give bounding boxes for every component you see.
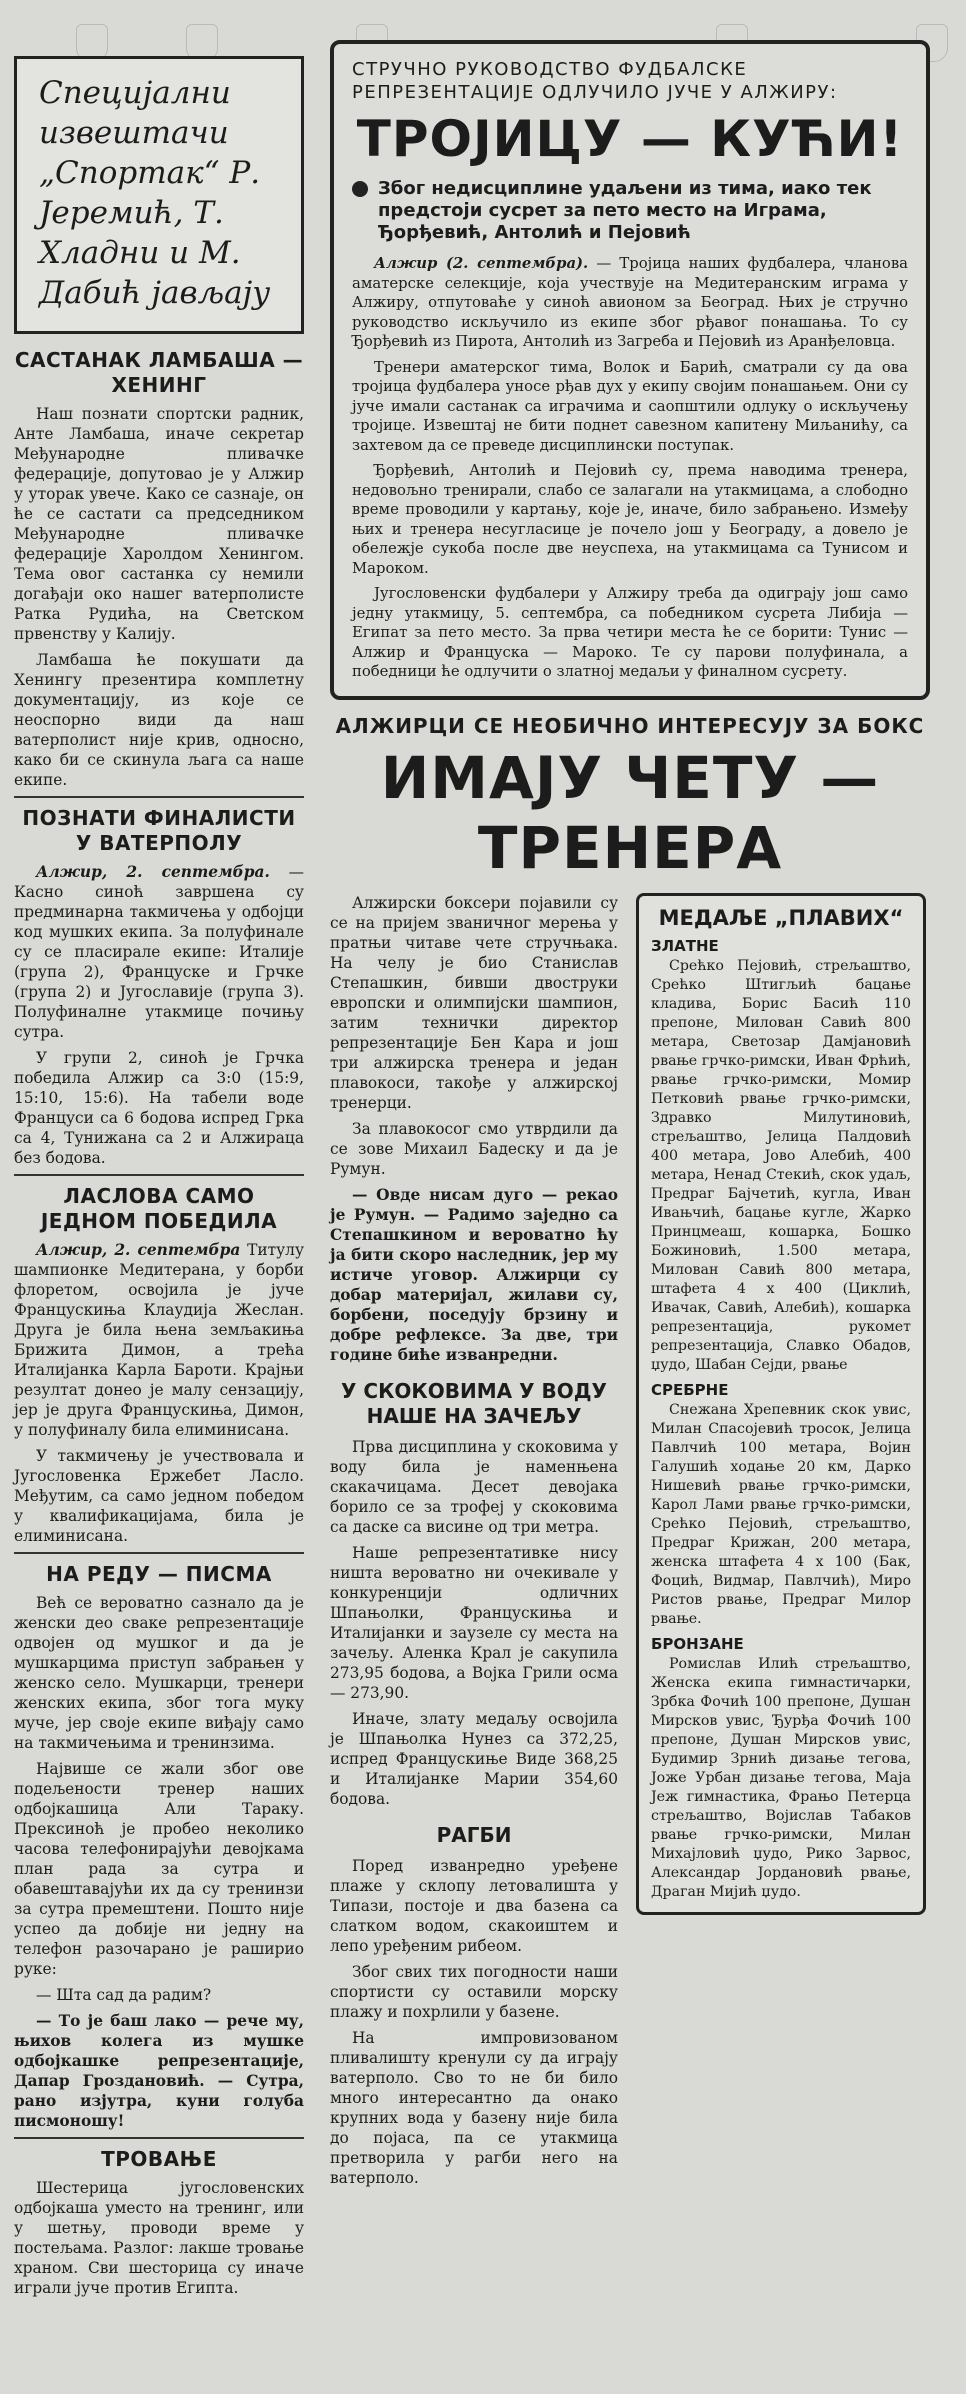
article-paragraph: Ђорђевић, Антолић и Пејовић су, према наводима тренера, недовољно тренирали, слабо се залагали на утакмицама, а слободно време проводили у картању, које је, иначе, било забрањено. Између њих и тренера несугласице је почело још у Београду, а довело је обележје сукоба после две неуспеха, на утакмицама са Тунисом и Мароком. [352, 462, 908, 577]
article-paragraph [352, 254, 908, 352]
correspondents-box: Специјални извештачи „Спортак“ Р. Јеремић, Т. Хладни и М. Дабић јављају [14, 56, 304, 334]
football-kicker: СТРУЧНО РУКОВОДСТВО ФУДБАЛСКЕ РЕПРЕЗЕНТАЦИЈЕ ОДЛУЧИЛО ЈУЧЕ У АЛЖИРУ: [352, 59, 838, 103]
left-column [14, 56, 304, 2304]
divider [14, 1552, 304, 1554]
medals-box [636, 893, 926, 1915]
article-paragraph: Тренери аматерског тима, Волок и Барић, сматрали су да ова тројица фудбалера уносе рђав дух у екипу својим понашањем. Они су јуче имали састанак са играчима и саопштили одлуку о искључењу тројице. Извештај не бити поднет савезном капитену Миљанићу, са захтевом да се преведе дисциплински поступак. [352, 358, 908, 454]
gold-medals-list: Срећко Пејовић, стрељаштво, Срећко Штигљић бацање кладива, Борис Басић 110 препоне, Милован Савић 800 метара, Светозар Дамјановић рвање грчко-римски, Иван Фрћић, рвање грчко-римски, Момир Петковић рвање грчко-римски, Здравко Милутиновић, стрељаштво, Јелица Палдовић 400 метара, Јово Алебић, 400 метара, Ненад Стекић, скок удаљ, Предраг Бајчетић, кугла, Иван Ивањчић, бацање кугле, Жарко Принцмеаш, кошарка, Бошко Божиновић, 1.500 метара, Милован Савић 800 метара, штафета 4 x 400 (Циклић, Ивачак, Савић, Алебић), кошарка репрезентација, рукомет репрезентација, Славко Обадов, џудо, Шабан Сејди, рвање [651, 957, 911, 1373]
divider [14, 796, 304, 798]
gold-label: ЗЛАТНЕ [651, 936, 719, 955]
article-paragraph: — Овде нисам дуго — рекао је Румун. — Радимо заједно са Степашкином и вероватно ћу ја бити скоро наследник, јер му истиче уговор. Алжирци су добар материјал, жилави су, борбени, поседују брзину и добре рефлексе. За две, три године биће изванредни. [330, 1185, 618, 1364]
medals-title: МЕДАЉЕ „ПЛАВИХ“ [658, 905, 904, 930]
right-column [330, 40, 930, 2303]
boxing-headline: ИМАЈУ ЧЕТУ — ТРЕНЕРА [380, 743, 880, 882]
article-paragraph: Највише се жали због ове подељености тренер наших одбојкашица Али Тараку. Прексиноћ је пробео неколико часова телефонирајући девојкама план рада за сутра и обавештавајући их да су тренинзи за сутра премештени. Пошто није успео да добије ни једну на телефон разочарано је раширио руке: [14, 1760, 304, 1978]
football-deck [352, 178, 908, 244]
paragraph-text: — Касно синоћ завршена су предминарна такмичења у одбојци код мушких екипа. За полуфинале су се пласирале екипе: Италије (група 2), Француске и Грчке (група 2) и Југославије (група 3). Полуфиналне утакмице почињу сутра. [14, 863, 304, 1041]
paragraph-text: — Тројица наших фудбалера, чланова аматерске селекције, која учествује на Медитеранским играма у Алжиру, отпутоваће у синоћ авионом за Београд. Њих је стручно руководство искључило из екипе због рђавог понашања. То су Ђорђевић из Пирота, Антолић из Загреба и Пејовић из Аранђеловца. [352, 255, 908, 350]
deck-text: Због недисциплине удаљени из тима, иако тек предстоји сусрет за пето место на Играма, Ђорђевић, Антолић и Пејовић [378, 178, 872, 243]
football-article-box [330, 40, 930, 700]
article-paragraph: Наш познати спортски радник, Анте Ламбаша, иначе секретар Међународне пливачке федерације, допутовао је у Алжир у уторак увече. Како се сазнаје, он ће се састати са председником Међународне пливачке федерације Харолдом Хенингом. Тема овог састанка су немили догађаји око нашег ватерполисте Ратка Рудића, на Светском првенству у Калију. [14, 405, 304, 643]
headline-lambasa: САСТАНАК ЛАМБАША — ХЕНИНГ [14, 348, 304, 397]
boxing-kicker: АЛЖИРЦИ СЕ НЕОБИЧНО ИНТЕРЕСУЈУ ЗА БОКС [335, 713, 925, 738]
headline-laslo: ЛАСЛОВА САМО ЈЕДНОМ ПОБЕДИЛА [40, 1184, 278, 1233]
lower-two-columns [330, 893, 930, 2303]
article-paragraph: За плавокосог смо утврдили да се зове Михаил Бадеску и да је Румун. [330, 1119, 618, 1178]
football-headline: ТРОЈИЦУ — КУЋИ! [356, 110, 904, 168]
article-paragraph: — То је баш лако — рече му, њихов колега из мушке одбојкашке репрезентације, Дапар Гроздановић. — Сутра, рано изјутра, куни голуба писмоношу! [14, 2012, 304, 2130]
bullet-icon [352, 181, 368, 197]
article-paragraph: Због свих тих погодности наши спортисти су оставили морску плажу и похрлили у базене. [330, 1962, 618, 2021]
dateline: Алжир, 2. септембра [36, 1241, 241, 1259]
lower-right-column [636, 893, 926, 1915]
silver-medals-list: Снежана Хрепевник скок увис, Милан Спасојевић тросок, Јелица Павлчић 100 метара, Војин Галушић ходање 20 км, Дарко Нишевић рвање грчко-римски, Карол Лами рвање грчко-римски, Срећко Пејовић, стрељаштво, Предраг Крижан, 200 метара, женска штафета 4 x 100 (Бак, Фоцић, Видмар, Павлчић), Миро Ристов рвање, Предраг Милор рвање. [651, 1401, 911, 1627]
article-paragraph: Алжирски боксери појавили су се на пријем званичног мерења у пратњи читаве чете стручњака. На челу је био Станислав Степашкин, бивши двоструки европски и олимпијски шампион, затим технички директор репрезентације Бен Кара и још три алжирска тренера и један плавокоси, такође у алжирској тренерци. [330, 893, 618, 1112]
article-paragraph: Поред изванредно уређене плаже у склопу летовалишта у Типази, постоје и два базена са слатком водом, скакоиштем и лепо уређеним рибеом. [330, 1856, 618, 1955]
divider [14, 1174, 304, 1176]
divider [14, 2137, 304, 2139]
article-paragraph: Прва дисциплина у скоковима у воду била је наменњена скакачицама. Десет девојака борило се за трофеј у скоковима са даске са висине од три метра. [330, 1437, 618, 1536]
article-paragraph: На импровизованом пливалишту кренули су да играју ватерполо. Сво то не би било много интересантно да онако крупних вода у базену није била до појаса, па се утакмица претворила у рагби него на ватерполо. [330, 2028, 618, 2187]
article-paragraph [14, 862, 304, 1042]
headline-letters: НА РЕДУ — ПИСМА [46, 1562, 272, 1586]
dateline: Алжир (2. септембра). [374, 255, 589, 272]
article-paragraph: Наше репрезентативке нису ништа вероватно ни очекивале у конкуренцији одличних Шпањолки, Францускиња и Италијанки и заузеле су места на зачељу. Аленка Крал је сакупила 273,95 бодова, а Војка Грили осма — 273,90. [330, 1543, 618, 1702]
paragraph-text: Титулу шампионке Медитерана, у борби флоретом, освојила је јуче Францускиња Клаудија Жеслан. Друга је била њена земљакиња Брижита Димон, а трећа Италијанка Карла Бароти. Крајњи резултат донео је малу сензацију, јер је друга Францускиња, Димон, у полуфиналу била елиминисана. [14, 1241, 304, 1439]
article-paragraph: Југословенски фудбалери у Алжиру треба да одиграју још само једну утакмицу, 5. септембра, са победником сусрета Либија — Египат за пето место. За прва четири места ће се борити: Тунис — Алжир и Француска — Мароко. Те су парови полуфинала, а победници ће одлучити о златној медаљи у финалном сусрету. [352, 585, 908, 680]
silver-label: СРЕБРНЕ [651, 1380, 729, 1399]
article-paragraph [14, 1240, 304, 1440]
bronze-medals-list: Ромислав Илић стрељаштво, Женска екипа гимнастичарки, Зрбка Фочић 100 препоне, Душан Мирсков увис, Ђурђа Фочић 100 препоне, Душан Мирсков увис, Будимир Зрнић дизање тегова, Јоже Урбан дизање тегова, Маја Јеж гимнастика, Фрањо Петерца стрељаштво, Војислав Табаков рвање грчко-римски, Милан Михајловић џудо, Рико Зарвос, Александар Јордановић рвање, Драган Мијић џудо. [651, 1655, 911, 1900]
article-paragraph: У такмичењу је учествовала и Југословенка Ержебет Ласло. Међутим, са само једном победом у квалификацијама, била је елиминисана. [14, 1447, 304, 1545]
bronze-label: БРОНЗАНЕ [651, 1634, 744, 1653]
headline-poisoning: ТРОВАЊЕ [101, 2147, 217, 2171]
article-paragraph: Иначе, злату медаљу освојила је Шпањолка Нунез са 372,25, испред Францускиње Виде 368,25 и Италијанке Марии 354,60 бодова. [330, 1709, 618, 1808]
article-paragraph: Ламбаша ће покушати да Хенингу презентира комплетну документацију, из које се неоспорно види да наш ватерполист није крив, односно, како би се скинула љага са наше екипе. [14, 651, 304, 789]
lower-left-column [330, 893, 618, 2194]
dateline: Алжир, 2. септембра. [36, 863, 270, 881]
article-paragraph: Већ се вероватно сазнало да је женски део сваке репрезентације одвојен од мушког и да је мушкарцима приступ забрањен у женско село. Мушкарци, тренери женских екипа, због тога муку муче, јер своје екипе виђају само на такмичењима и тренинзима. [14, 1594, 304, 1752]
article-paragraph: Шестерица југословенских одбојкаша уместо на тренинг, или у шетњу, проводи време у постељама. Разлог: лакше тровање храном. Сви шесторица су иначе играли јуче против Египта. [14, 2179, 304, 2297]
headline-diving: У СКОКОВИМА У ВОДУ НАШЕ НА ЗАЧЕЉУ [341, 1378, 607, 1428]
article-paragraph: У групи 2, синоћ је Грчка победила Алжир са 3:0 (15:9, 15:10, 15:6). На табели воде Француси са 6 бодова испред Грка са 4, Тунижана са 2 и Алжираца без бодова. [14, 1049, 304, 1167]
headline-waterpolo: ПОЗНАТИ ФИНАЛИСТИ У ВАТЕРПОЛУ [22, 806, 296, 855]
headline-rugby: РАГБИ [436, 1822, 512, 1847]
article-paragraph: — Шта сад да радим? [36, 1986, 212, 2004]
